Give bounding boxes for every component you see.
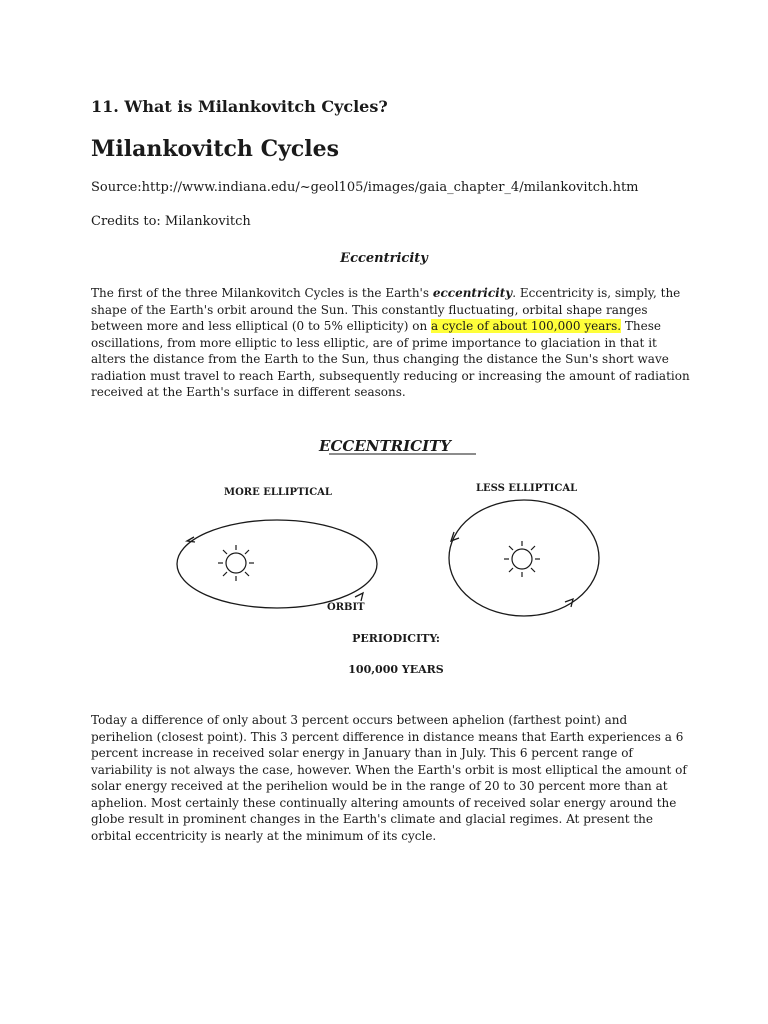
orbit-ellipse-less-elliptical: [449, 500, 599, 616]
periodicity-label: PERIODICITY:: [352, 632, 440, 645]
eccentricity-paragraph: [91, 285, 691, 401]
source-line: Source:http://www.indiana.edu/~geol105/images/gaia_chapter_4/milankovitch.htm: [91, 180, 639, 195]
orbit-arrow-icon: [355, 593, 363, 601]
paragraph-text: The first of the three Milankovitch Cycles is the Earth's: [91, 286, 433, 300]
highlighted-text: a cycle of about 100,000 years.: [431, 319, 622, 333]
diagram-title: ECCENTRICITY: [319, 437, 451, 455]
eccentricity-term: eccentricity: [432, 286, 513, 300]
label-less-elliptical: LESS ELLIPTICAL: [476, 483, 578, 494]
sun-icon: [218, 545, 254, 581]
label-orbit: ORBIT: [327, 602, 365, 613]
question-heading: 11. What is Milankovitch Cycles?: [91, 97, 388, 116]
label-more-elliptical: MORE ELLIPTICAL: [224, 487, 332, 498]
orbit-ellipse-more-elliptical: [177, 520, 377, 608]
eccentricity-diagram: [160, 430, 610, 680]
aphelion-paragraph: Today a difference of only about 3 percent occurs between aphelion (farthest point) and perihelion (closest point). This 3 percent difference in distance means that Earth experiences a 6 percent increase in received solar energy in January than in July. This 6 percent range of variability is not always the case, however. When the Earth's orbit is most elliptical the amount of solar energy received at the perihelion would be in the range of 20 to 30 percent more than at aphelion. Most certainly these continually altering amounts of received solar energy around the globe result in prominent changes in the Earth's climate and glacial regimes. At present the orbital eccentricity is nearly at the minimum of its cycle.: [91, 713, 687, 843]
credits-line: Credits to: Milankovitch: [91, 214, 251, 229]
paragraph-text: . Eccentricity is, simply, the shape of the Earth's orbit around the Sun. This constantly fluctuating, orbital shape ranges between more and less elliptical (0 to 5% ellipticity) on: [91, 286, 681, 333]
section-heading: Eccentricity: [340, 251, 428, 266]
paragraph-text: These oscillations, from more elliptic to less elliptic, are of prime importance to glaciation in that it alters the distance from the Earth to the Sun, thus changing the distance the Sun's short wave radiation must travel to reach Earth, subsequently reducing or increasing the amount of radiation received at the Earth's surface in different seasons.: [91, 319, 690, 399]
periodicity-value: 100,000 YEARS: [348, 663, 444, 676]
page-title: Milankovitch Cycles: [91, 136, 340, 162]
sun-icon: [504, 541, 540, 577]
